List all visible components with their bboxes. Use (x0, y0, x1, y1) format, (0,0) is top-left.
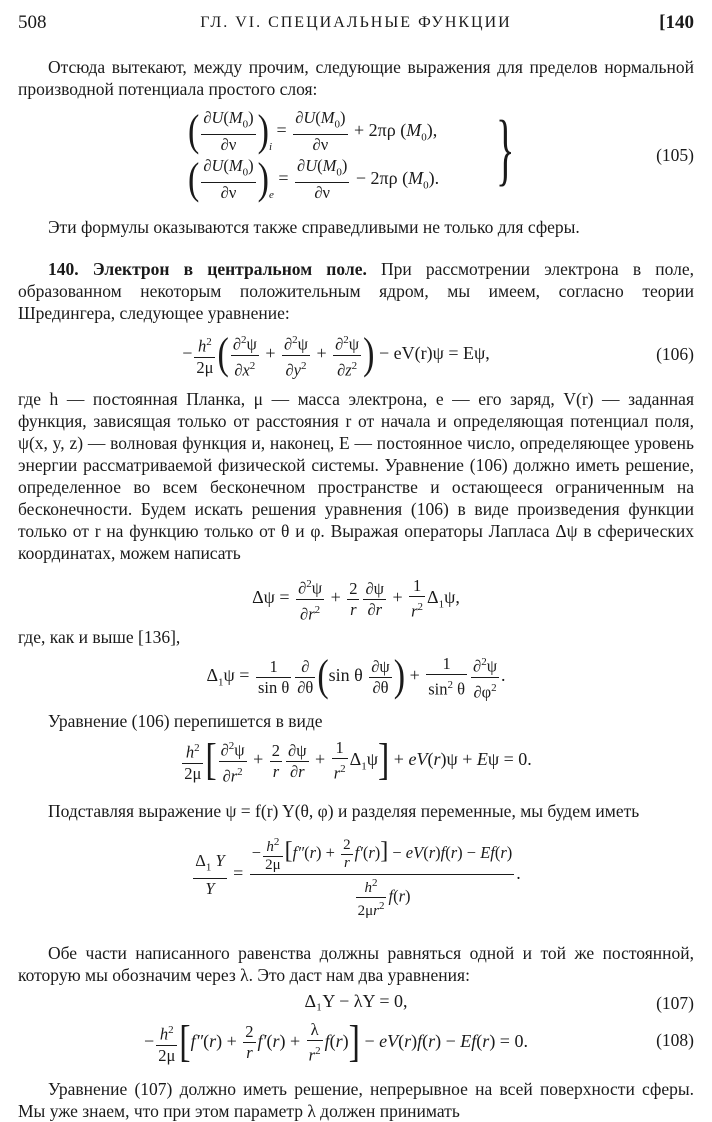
equation-laplacian (18, 568, 694, 626)
section-140-paragraph (18, 258, 694, 324)
text-kak-vyshe: где, как и выше [136], (18, 627, 181, 647)
eq106-body: − $\frac{h^2}{2\mu}$ ( $\frac{\partial^2\psi}{\partial x^2}$ + $\frac{\partial^2\psi}{\partial y^2}$ + $\frac{\partial^2\psi}{\partial z^2}$ ) − eV(r)ψ = Eψ, (182, 330, 490, 379)
section-ref: [140 (659, 12, 694, 33)
separated-body: $\frac{\Delta_1 Y}{Y}$ = − $\frac{h^2}{2\mu}$ [f″(r) + $\frac{2}{r}$ f′(r)] − eV(r)f(r) − Ef(r) $\frac{h^2}{2\mu r^2}$ f(r) . (18, 830, 694, 920)
eq107-body: Δ₁Y − λY = 0, (304, 991, 408, 1011)
text-perepishetsya: Уравнение (106) перепишется в виде (48, 711, 323, 731)
eq106-rest: − eV(r)ψ = Eψ, (378, 343, 490, 364)
running-header (18, 8, 694, 42)
rewritten-body: $\frac{h^2}{2\mu}$ [ $\frac{\partial^2\psi}{\partial r^2}$ + $\frac{2}{r}$ $\frac{\partial\psi}{\partial r}$ + $\frac{1}{r^2}$ $\Delta_1\psi] + eV(r)\psi + E\psi = 0$. (184, 736, 532, 785)
eq106-number: (106) (656, 344, 694, 364)
eq105-number: (105) (656, 145, 694, 165)
delta1-body: $\Delta_1\psi$ = $\frac{1}{\text{sin θ}}$ $\frac{\partial}{\partial\theta}$ (sin θ $\frac{\partial\psi}{\partial\theta}$ ) + $\frac{1}{\sin^2 \theta}$ $\frac{\partial^2\psi}{\partial\varphi^2}$ . (206, 652, 506, 701)
equation-108 (18, 1016, 694, 1067)
section-140-title: 140. Электрон в центральном поле. (48, 259, 367, 279)
page-number: 508 (18, 12, 47, 33)
text-podstavlyaya: Подставляя выражение ψ = f(r) Y(θ, φ) и разделяя переменные, мы будем иметь (48, 801, 640, 821)
eq107-number: (107) (656, 993, 694, 1013)
equation-106 (18, 326, 694, 382)
eq108-body: − $\frac{h^2}{2\mu}$ [f″(r) + $\frac{2}{r}$ f′(r) + $\frac{\lambda}{r^2}$ f(r)] − eV(r)f(r) − Ef(r) = 0. (144, 1018, 528, 1067)
paragraph-after-106: где h — постоянная Планка, μ — масса электрона, e — его заряд, V(r) — заданная функция, зависящая только от расстояния r от начала и определяющая потенциал поля, ψ(x, y, z) — волновая функция и, наконец, E — постоянное число, определяющее уровень энергии рассматриваемой физической системы. Уравнение (106) должно иметь решение, определенное во всем бесконечном пространстве и остающееся ограниченным на бесконечности. Будем искать решения уравнения (106) в виде произведения функции только от r на функцию только от θ и φ. Выражая операторы Лапласа Δψ в сферических координатах, можем написать (18, 389, 694, 563)
laplacian-body: Δψ = $\frac{\partial^2\psi}{\partial r^2}$ + $\frac{2}{r}$ $\frac{\partial\psi}{\partial r}$ + $\frac{1}{r^2}$ $\Delta_1\psi$, (18, 568, 694, 624)
right-brace: } (496, 105, 515, 194)
chapter-title: ГЛ. VI. СПЕЦИАЛЬНЫЕ ФУНКЦИИ (200, 14, 512, 31)
book-page (18, 8, 694, 1122)
intro-paragraph: Отсюда вытекают, между прочим, следующие выражения для пределов нормальной производной потенциала простого слоя: (18, 57, 694, 99)
equation-separated (18, 830, 694, 928)
equation-105 (18, 104, 694, 206)
eq108-number: (108) (656, 1030, 694, 1050)
equation-rewritten (18, 732, 694, 790)
text-obe-chasti: Обе части написанного равенства должны равняться одной и той же постоянной, которую мы обозначим через λ. Это даст нам два уравнения: (18, 943, 694, 985)
section-140-text: При рассмотрении электрона в поле, образованном некоторым положительным ядром, мы имеем, согласно теории Шредингера, следующее уравнение: (18, 259, 695, 323)
text-final: Уравнение (107) должно иметь решение, непрерывное на всей поверхности сферы. Мы уже знаем, что при этом параметр λ должен принимать (18, 1079, 694, 1121)
after-105-paragraph: Эти формулы оказываются также справедливыми не только для сферы. (48, 217, 580, 237)
equation-107 (18, 990, 694, 1016)
equation-delta1 (18, 648, 694, 708)
eq105-line1: ( $\frac{\partial U(M_0)}{\partial\nu}$ )$_i$ = $\frac{\partial U(M_0)}{\partial\nu}$ + 2πρ $(M_0)$, (188, 106, 438, 156)
eq105-line2: ( $\frac{\partial U(M_0)}{\partial\nu}$ )$_e$ = $\frac{\partial U(M_0)}{\partial\nu}$ − 2πρ $(M_0)$. (188, 154, 440, 204)
